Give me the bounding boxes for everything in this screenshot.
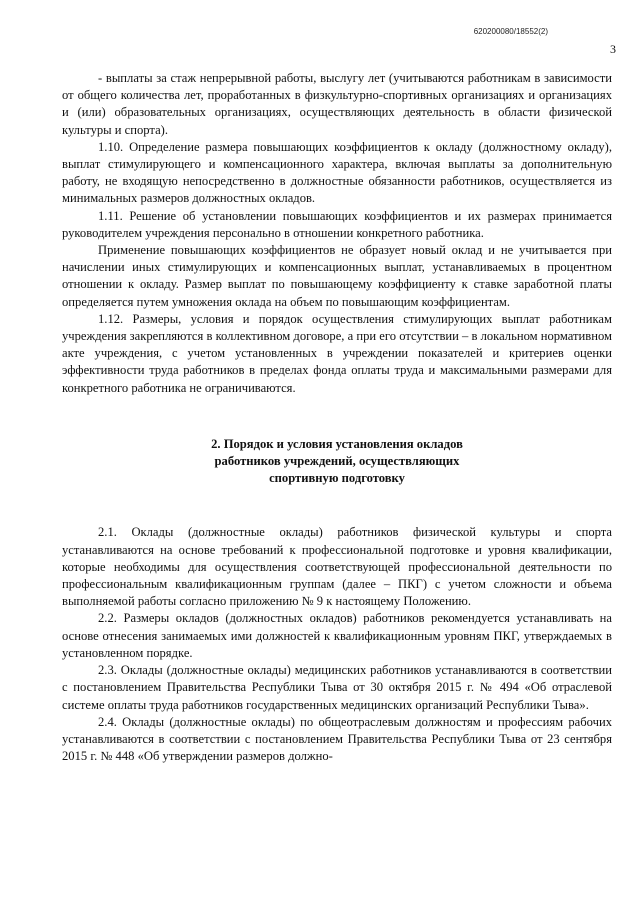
section-heading (62, 436, 612, 488)
document-code: 620200080/18552(2) (473, 27, 548, 36)
page-number: 3 (610, 42, 616, 56)
paragraph-2-4: 2.4. Оклады (должностные оклады) по общеотраслевым должностям и профессиям рабочих устанавливаются в соответствии с постановлением Правительства Республики Тыва от 23 сентября 2015 г. № 448 «Об утверждении размеров должно- (62, 714, 612, 764)
section-heading-line: работников учреждений, осуществляющих (214, 454, 460, 469)
section-heading-line: спортивную подготовку (269, 471, 405, 486)
section-heading-line: 2. Порядок и условия установления окладов (211, 436, 463, 451)
paragraph-2-3: 2.3. Оклады (должностные оклады) медицинских работников устанавливаются в соответствии с постановлением Правительства Республики Тыва от 30 октября 2015 г. № 494 «Об отраслевой системе оплаты труда работников государственных медицинских организаций Республики Тыва». (62, 663, 612, 712)
paragraph-seniority-payments: - выплаты за стаж непрерывной работы, выслугу лет (учитываются работникам в зависимости от общего количества лет, проработанных в физкультурно-спортивных организациях и организациях и (или) образовательных организациях, осуществляющих деятельность в области физической культуры и спорта). (62, 71, 612, 137)
paragraph-1-12: 1.12. Размеры, условия и порядок осуществления стимулирующих выплат работникам учреждения закрепляются в коллективном договоре, а при его отсутствии – в локальном нормативном акте учреждения, с учетом установленных в учреждении показателей и критериев оценки эффективности труда работников в пределах фонда оплаты труда и максимальными размерами для конкретного работника не ограничиваются. (62, 311, 612, 395)
paragraph-2-1: 2.1. Оклады (должностные оклады) работников физической культуры и спорта устанавливаются на основе требований к профессиональной подготовке и уровня квалификации, которые необходимы для осуществления соответствующей профессиональной деятельности по профессиональным квалификационным группам (далее – ПКГ) с учетом сложности и объема выполняемой работы согласно приложению № 9 к настоящему Положению. (62, 525, 612, 609)
paragraph-1-11: 1.11. Решение об установлении повышающих коэффициентов и их размерах принимается руководителем учреждения персонально в отношении конкретного работника. (62, 208, 612, 240)
paragraph-1-10: 1.10. Определение размера повышающих коэффициентов к окладу (должностному окладу), выплат стимулирующего и компенсационного характера, включая выплаты за дополнительную работу, не входящую непосредственно в должностные обязанности работников, осуществляется из минимальных размеров должностных окладов. (62, 139, 612, 206)
document-body (62, 70, 612, 765)
paragraph-coefficients-application: Применение повышающих коэффициентов не образует новый оклад и не учитывается при начислении иных стимулирующих и компенсационных выплат, устанавливаемых в процентном отношении к окладу. Размер выплат по повышающему коэффициенту к ставке заработной платы определяется путем умножения оклада на объем по повышающим коэффициентам. (62, 243, 612, 309)
paragraph-2-2: 2.2. Размеры окладов (должностных окладов) работников рекомендуется устанавливать на основе отнесения занимаемых ими должностей к квалификационным уровням ПКГ, утверждаемых в установленном порядке. (62, 611, 612, 660)
